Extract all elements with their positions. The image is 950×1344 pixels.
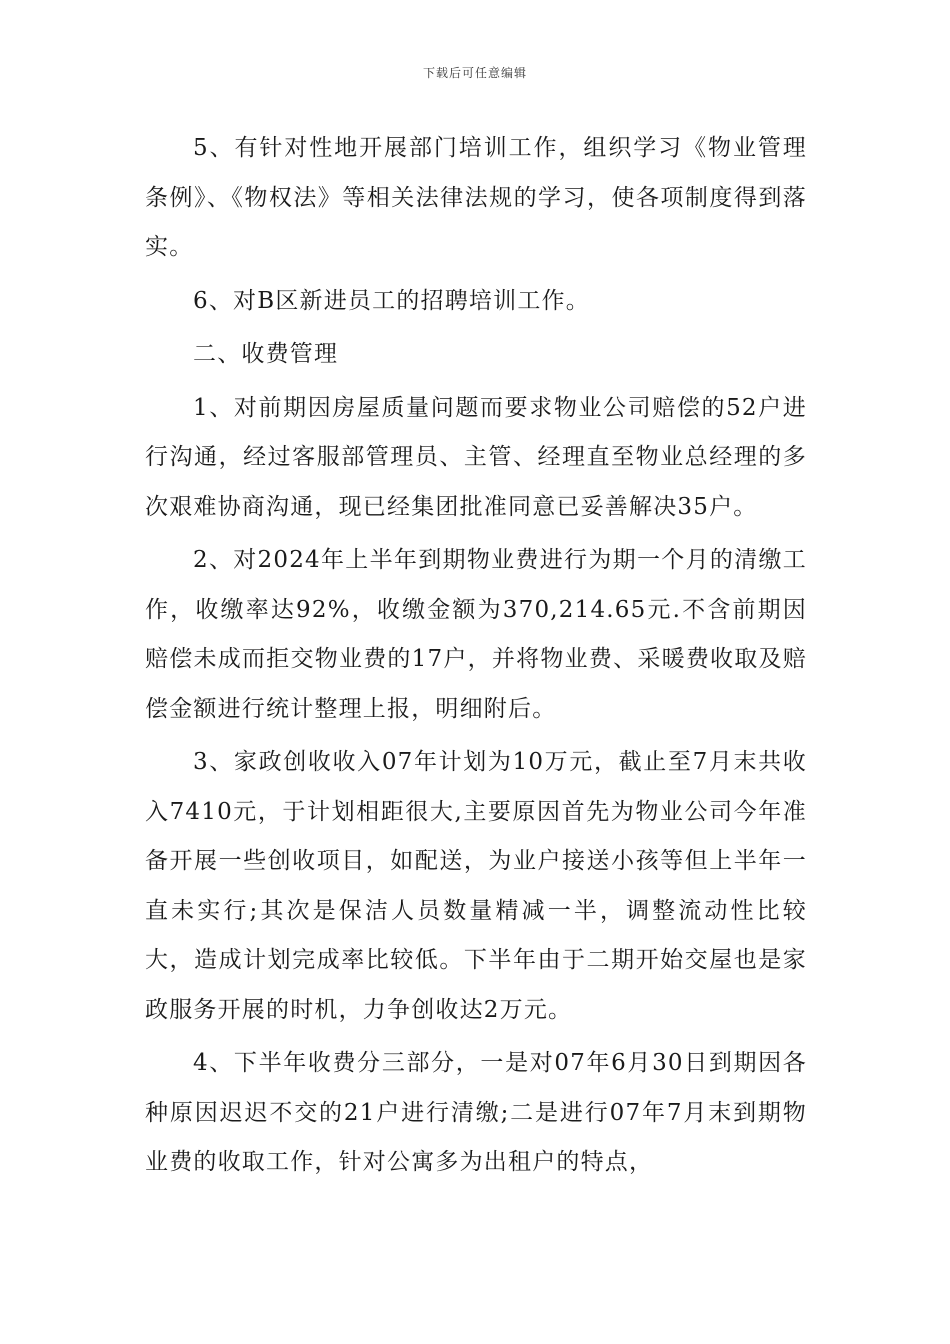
- section-heading-fee-management: 二、收费管理: [193, 341, 339, 367]
- paragraph-fee-item-2: 2、对2024年上半年到期物业费进行为期一个月的清缴工作，收缴率达92%，收缴金额为370,214.65元.不含前期因赔偿未成而拒交物业费的17户，并将物业费、采暖费收取及赔偿金额进行统计整理上报，明细附后。: [145, 547, 807, 722]
- paragraph-item-6-recruitment: 6、对B区新进员工的招聘培训工作。: [193, 287, 590, 314]
- paragraph-item-5-training: 5、有针对性地开展部门培训工作，组织学习《物业管理条例》、《物权法》等相关法律法规的学习，使各项制度得到落实。: [145, 135, 807, 260]
- paragraph-fee-item-4: 4、下半年收费分三部分，一是对07年6月30日到期因各种原因迟迟不交的21户进行清缴;二是进行07年7月末到期物业费的收取工作，针对公寓多为出租户的特点，: [145, 1050, 807, 1175]
- page-header: 下载后可任意编辑: [422, 66, 527, 80]
- paragraph-fee-item-1: 1、对前期因房屋质量问题而要求物业公司赔偿的52户进行沟通，经过客服部管理员、主管、经理直至物业总经理的多次艰难协商沟通，现已经集团批准同意已妥善解决35户。: [145, 394, 807, 520]
- paragraph-fee-item-3: 3、家政创收收入07年计划为10万元，截止至7月末共收入7410元，于计划相距很大,主要原因首先为物业公司今年准备开展一些创收项目，如配送，为业户接送小孩等但上半年一直未实行;其次是保洁人员数量精减一半，调整流动性比较大，造成计划完成率比较低。下半年由于二期开始交屋也是家政服务开展的时机，力争创收达2万元。: [145, 749, 807, 1023]
- document-body: [145, 124, 807, 1192]
